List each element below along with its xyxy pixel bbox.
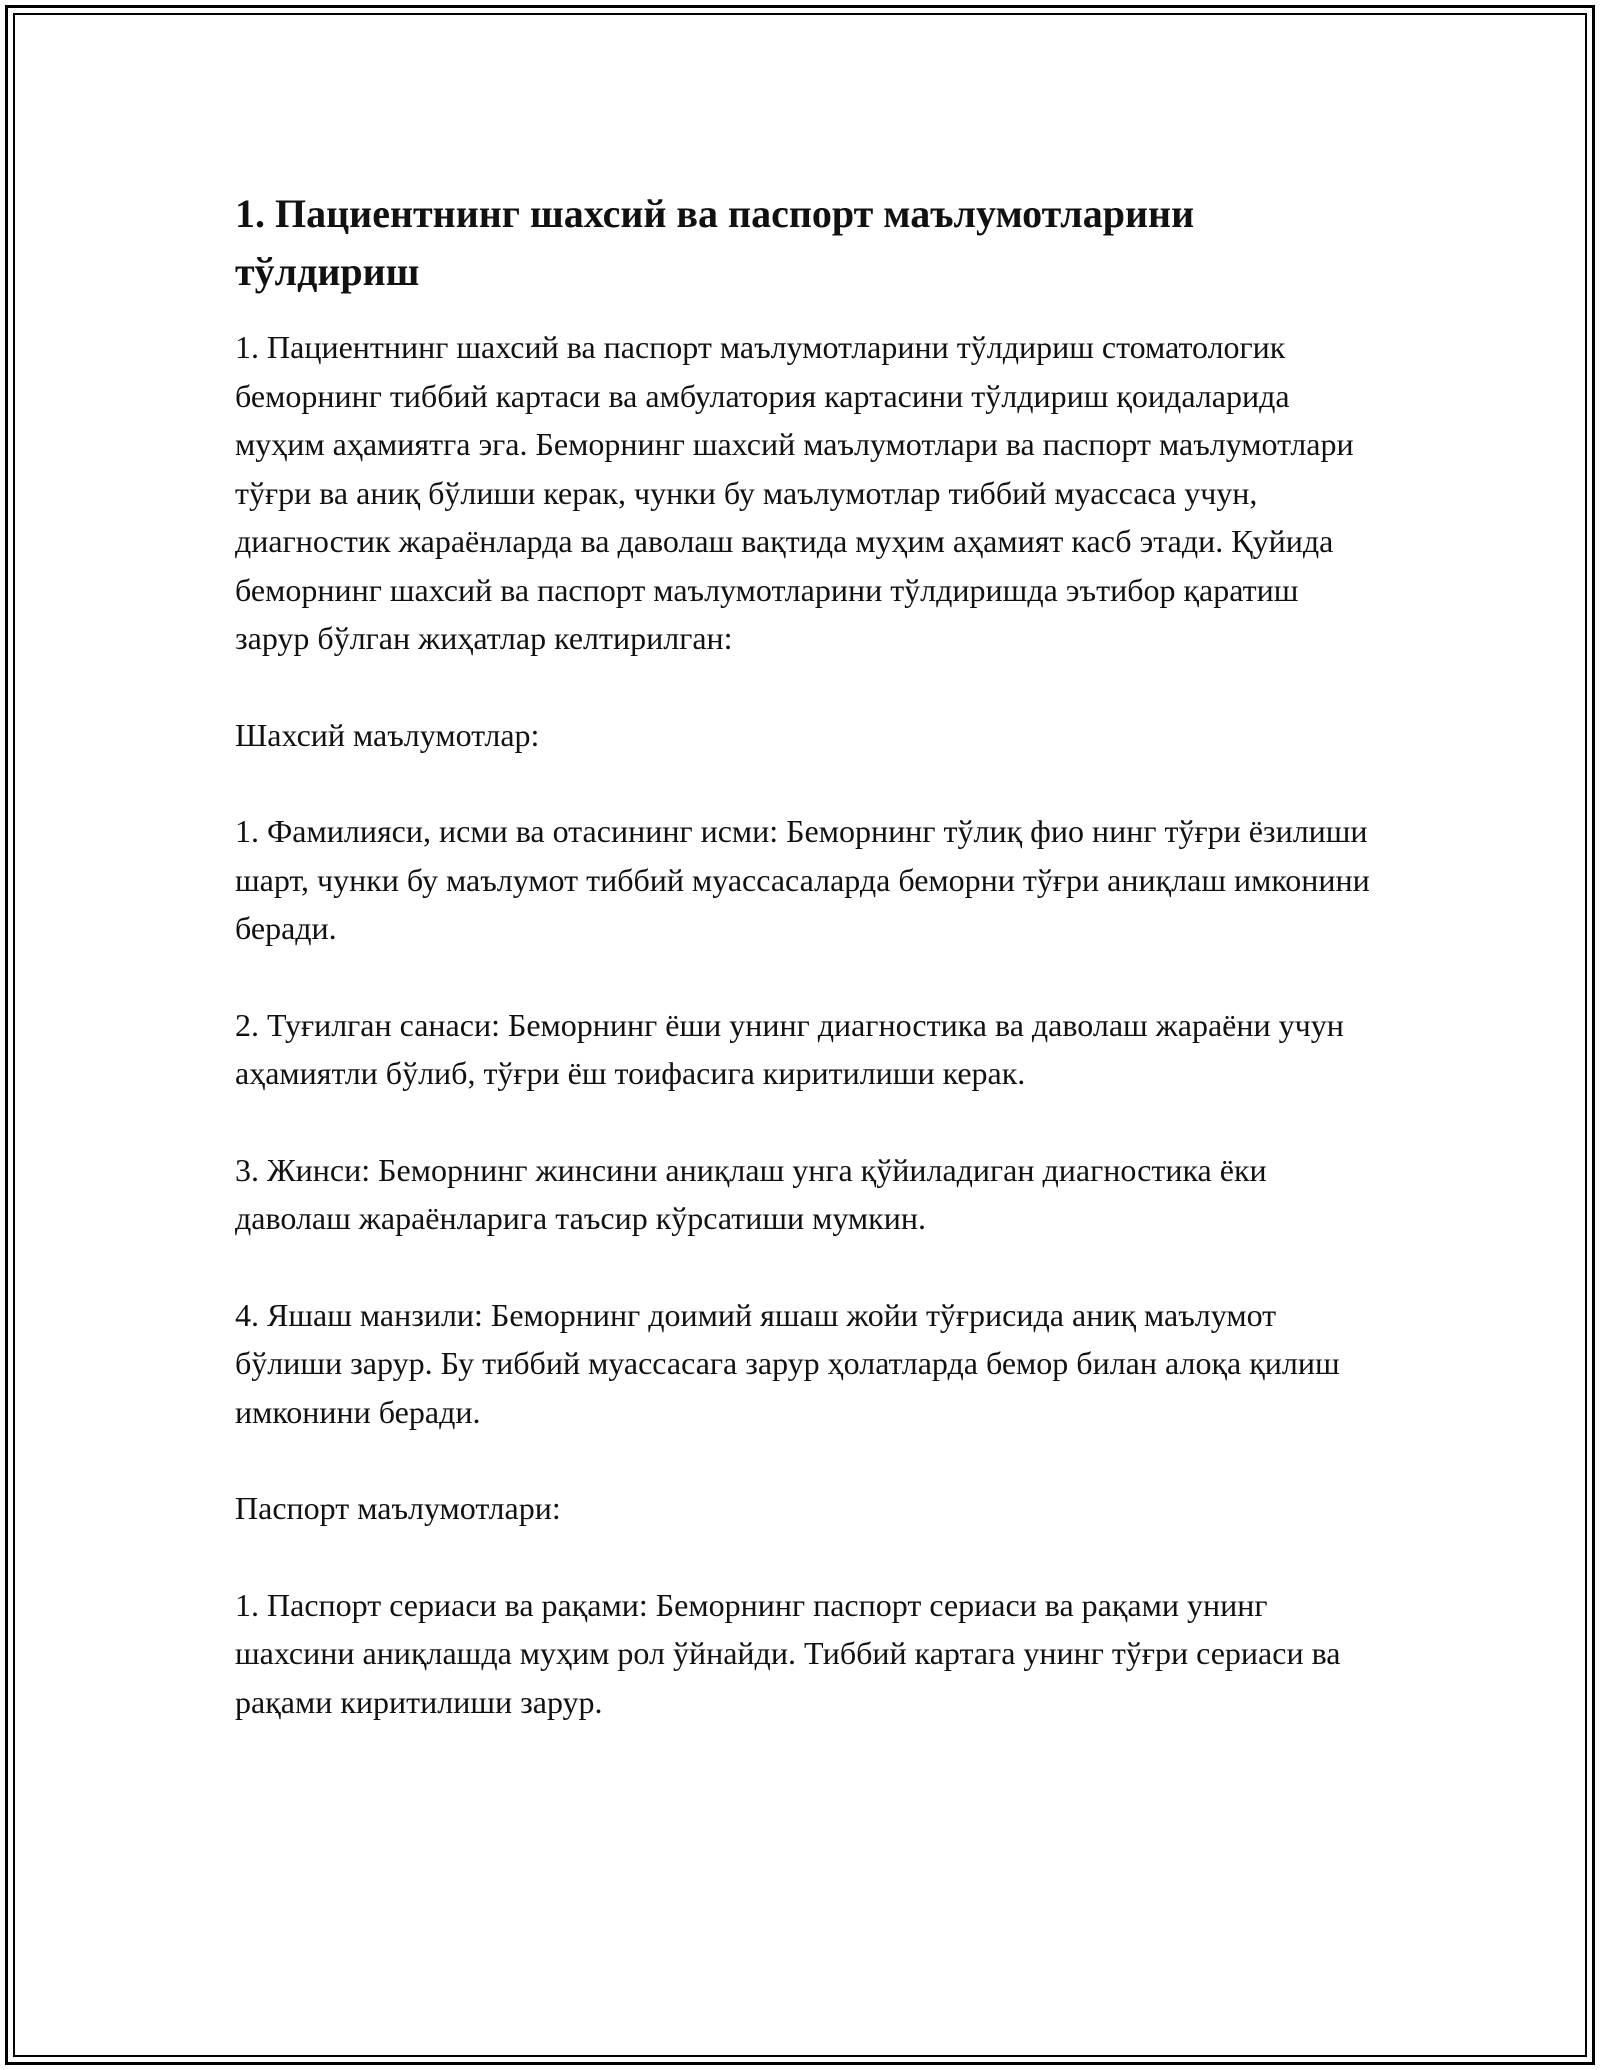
list-item-passport-number: 1. Паспорт сериаси ва рақами: Беморнинг паспорт сериаси ва рақами унинг шахсини аниқлашда муҳим рол ўйнайди. Тиббий картага унинг тўғри сериаси ва рақами киритилиши зарур. xyxy=(235,1586,1341,1720)
list-item-gender: 3. Жинси: Беморнинг жинсини аниқлаш унга қўйиладиган диагностика ёки даволаш жараёнларига таъсир кўрсатиши мумкин. xyxy=(235,1151,1267,1236)
section-heading-passport: Паспорт маълумотлари: xyxy=(235,1490,561,1526)
list-item-birth-date: 2. Туғилган санаси: Беморнинг ёши унинг диагностика ва даволаш жараёни учун аҳамиятли бўлиб, тўғри ёш тоифасига киритилиши керак. xyxy=(235,1006,1344,1091)
document-body xyxy=(235,185,1375,1774)
intro-paragraph: 1. Пациентнинг шахсий ва паспорт маълумотларини тўлдириш стоматологик беморнинг тиббий картаси ва амбулатория картасини тўлдириш қоидаларида муҳим аҳамиятга эга. Беморнинг шахсий маълумотлари ва паспорт маълумотлари тўғри ва аниқ бўлиши керак, чунки бу маълумотлар тиббий муассаса учун, диагностик жараёнларда ва даволаш вақтида муҳим аҳамият касб этади. Қуйида беморнинг шахсий ва паспорт маълумотларини тўлдиришда эътибор қаратиш зарур бўлган жиҳатлар келтирилган: xyxy=(235,329,1354,656)
list-item-full-name: 1. Фамилияси, исми ва отасининг исми: Беморнинг тўлиқ фио нинг тўғри ёзилиши шарт, чунки бу маълумот тиббий муассасаларда беморни тўғри аниқлаш имконини беради. xyxy=(235,813,1370,946)
list-item-address: 4. Яшаш манзили: Беморнинг доимий яшаш жойи тўғрисида аниқ маълумот бўлиши зарур. Бу тиббий муассасага зарур ҳолатларда бемор билан алоқа қилиш имконини беради. xyxy=(235,1296,1340,1430)
document-title: 1. Пациентнинг шахсий ва паспорт маълумотларини тўлдириш xyxy=(235,191,1195,294)
section-heading-personal: Шахсий маълумотлар: xyxy=(235,716,540,753)
